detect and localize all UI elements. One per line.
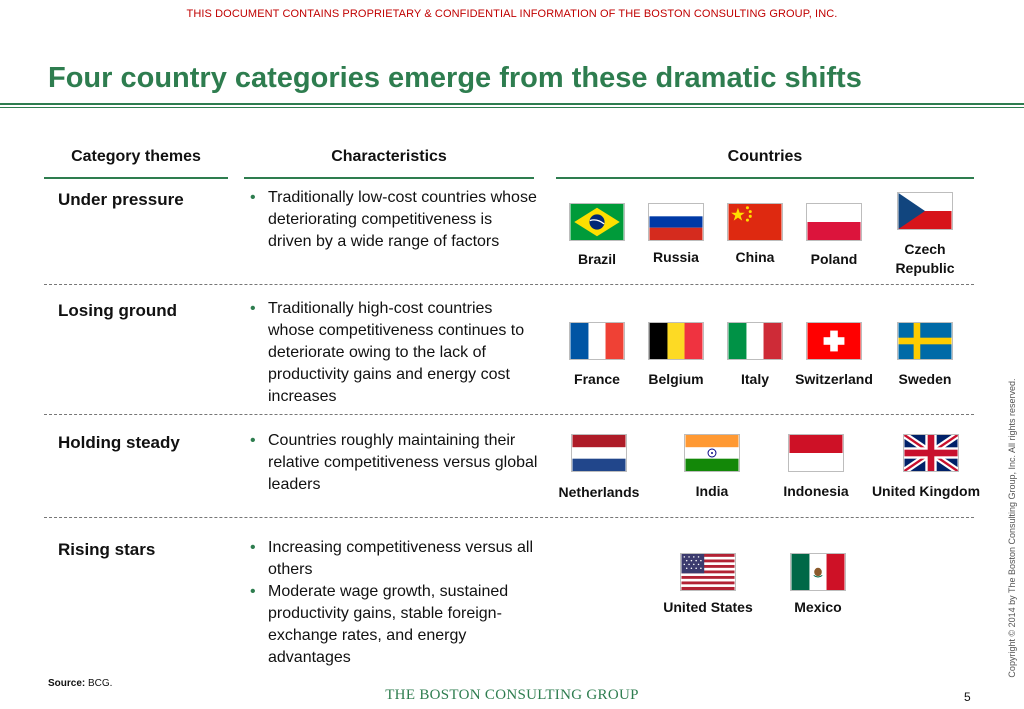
uk-flag	[903, 434, 959, 472]
country-name: Russia	[653, 249, 699, 265]
belgium-flag	[648, 322, 704, 360]
country-name: Brazil	[577, 251, 617, 267]
country-name: Poland	[810, 251, 858, 267]
country-name: India	[695, 483, 729, 499]
bullet-icon: •	[250, 189, 256, 206]
russia-flag	[648, 203, 704, 241]
indonesia-flag	[788, 434, 844, 472]
characteristic-item	[250, 430, 540, 496]
source-label: Source:	[48, 678, 86, 689]
characteristics-list	[250, 298, 540, 408]
characteristic-item	[250, 187, 540, 253]
confidential-notice: THIS DOCUMENT CONTAINS PROPRIETARY & CONFIDENTIAL INFORMATION OF THE BOSTON CONSULTING GROUP, INC.	[186, 8, 838, 20]
page-number: 5	[964, 690, 971, 704]
column-rule-countries	[556, 177, 974, 179]
page-title: Four country categories emerge from these dramatic shifts	[48, 62, 862, 94]
category-theme: Holding steady	[58, 433, 180, 452]
country-name: Czech Republic	[895, 241, 955, 276]
characteristic-text: Moderate wage growth, sustained productivity gains, stable foreign-exchange rates, and energy advantages	[268, 583, 509, 666]
category-theme: Losing ground	[58, 301, 177, 320]
france-flag	[569, 322, 625, 360]
country-name: Sweden	[898, 371, 952, 387]
country-name: Mexico	[794, 599, 842, 615]
czech-flag	[897, 192, 953, 230]
bullet-icon: •	[250, 583, 256, 600]
characteristic-item	[250, 581, 540, 669]
characteristic-text: Traditionally high-cost countries whose competitiveness continues to deteriorate owing to the lack of productivity gains and energy cost increases	[268, 300, 525, 405]
country-name: Switzerland	[795, 371, 873, 387]
bullet-icon: •	[250, 300, 256, 317]
mexico-flag	[790, 553, 846, 591]
country-name: Netherlands	[558, 484, 640, 500]
usa-flag	[680, 553, 736, 591]
switzerland-flag	[806, 322, 862, 360]
netherlands-flag	[571, 434, 627, 472]
india-flag	[684, 434, 740, 472]
characteristic-item	[250, 298, 540, 408]
country-name: Italy	[740, 371, 769, 387]
italy-flag	[727, 322, 783, 360]
country-name: China	[735, 249, 775, 265]
column-header-countries: Countries	[727, 148, 803, 165]
brand-logo: THE BOSTON CONSULTING GROUP	[385, 687, 639, 703]
column-rule-themes	[44, 177, 228, 179]
category-theme: Rising stars	[58, 540, 156, 559]
column-rule-characteristics	[244, 177, 534, 179]
title-divider	[0, 103, 1024, 105]
bullet-icon: •	[250, 432, 256, 449]
country-name: United States	[663, 599, 753, 615]
brazil-flag	[569, 203, 625, 241]
china-flag	[727, 203, 783, 241]
characteristics-list	[250, 430, 540, 496]
characteristics-list	[250, 187, 540, 253]
category-theme: Under pressure	[58, 190, 184, 209]
title-divider-thin	[0, 107, 1024, 108]
country-name: France	[574, 371, 620, 387]
sweden-flag	[897, 322, 953, 360]
country-name: Indonesia	[783, 483, 849, 499]
characteristics-list	[250, 537, 540, 669]
copyright-notice: Copyright © 2014 by The Boston Consulting Group, Inc. All rights reserved.	[1007, 378, 1017, 678]
characteristic-item	[250, 537, 540, 581]
column-header-themes: Category themes	[71, 148, 201, 165]
row-separator	[44, 414, 974, 415]
characteristic-text: Countries roughly maintaining their relative competitiveness versus global leaders	[268, 432, 538, 493]
row-separator	[44, 517, 974, 518]
row-separator	[44, 284, 974, 285]
poland-flag	[806, 203, 862, 241]
source-text: BCG.	[88, 678, 113, 689]
column-header-characteristics: Characteristics	[331, 148, 447, 165]
country-name: Belgium	[648, 371, 704, 387]
bullet-icon: •	[250, 539, 256, 556]
country-name: United Kingdom	[871, 483, 981, 499]
characteristic-text: Traditionally low-cost countries whose deteriorating competitiveness is driven by a wide range of factors	[268, 189, 537, 250]
characteristic-text: Increasing competitiveness versus all others	[268, 539, 534, 578]
